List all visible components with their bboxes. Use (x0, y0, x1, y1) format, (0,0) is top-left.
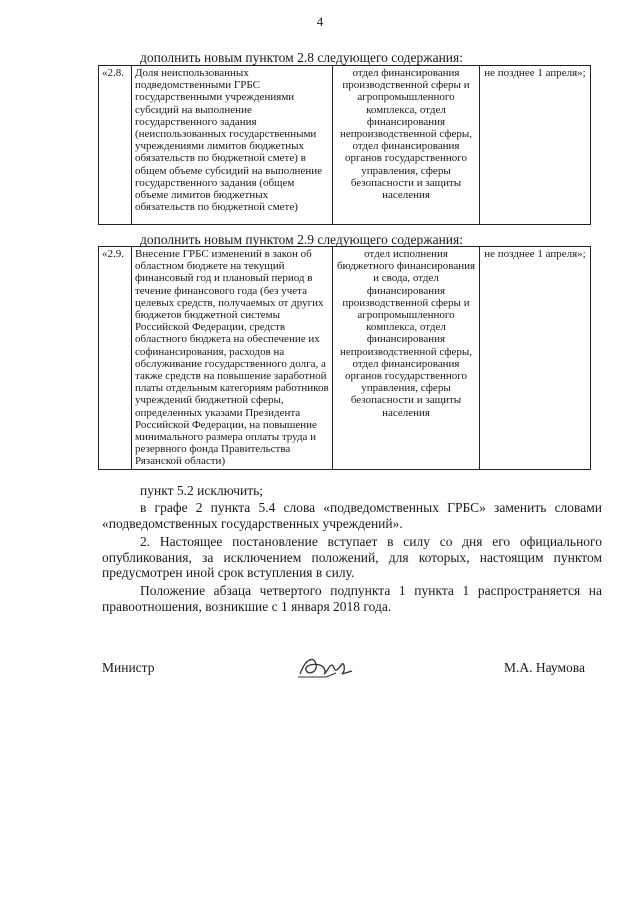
paragraph-effect: Положение абзаца четвертого подпункта 1 пункта 1 распространяется на правоотношения, возникшие с 1 января 2018 года. (102, 583, 602, 614)
table-row (99, 66, 591, 225)
deadline: не позднее 1 апреля»; (480, 247, 591, 470)
page-number: 4 (316, 14, 324, 29)
intro-point-2-9: дополнить новым пунктом 2.9 следующего содержания: (140, 232, 463, 247)
indicator-text: Внесение ГРБС изменений в закон об областном бюджете на текущий финансовый год и плановый период в течение финансового года (без учета целевых средств, получаемых от других бюджетов бюджетной системы Российской Федерации, средств областного бюджета на обеспечение их софинансирования, расходов на обслуживание государственного долга, а также средств на повышение заработной платы отдельным категориям работников учреждений бюджетной сферы, определенных указами Президента Российской Федерации, на повышение минимального размера оплаты труда и резервного фонда Правительства Рязанской области) (132, 247, 333, 470)
paragraph-2: 2. Настоящее постановление вступает в силу со дня его официального опубликования, за исключением положений, для которых, настоящим пунктом предусмотрен иной срок вступления в силу. (102, 534, 602, 580)
table-row (99, 247, 591, 470)
deadline: не позднее 1 апреля»; (480, 66, 591, 225)
intro-point-2-8: дополнить новым пунктом 2.8 следующего содержания: (140, 50, 463, 65)
table-point-2-8 (98, 65, 591, 225)
handwritten-signature (296, 654, 356, 680)
row-number: «2.8. (99, 66, 132, 225)
paragraph-5-4: в графе 2 пункта 5.4 слова «подведомственных ГРБС» заменить словами «подведомственных государственных учреждений». (102, 500, 602, 531)
paragraph-5-2: пункт 5.2 исключить; (140, 483, 264, 498)
row-number: «2.9. (99, 247, 132, 470)
responsible-departments: отдел финансирования производственной сферы и агропромышленного комплекса, отдел финансирования непроизводственной сферы, отдел финансирования органов государственного управления, сферы безопасности и защиты населения (333, 66, 480, 225)
signature-position: Министр (102, 660, 155, 675)
indicator-text: Доля неиспользованных подведомственными ГРБС государственными учреждениями субсидий на выполнение государственного задания (неиспользованных государственными учреждениями лимитов бюджетных обязательств по бюджетной смете) в общем объеме субсидий на выполнение государственного задания (общем объеме лимитов бюджетных обязательств по бюджетной смете) (132, 66, 333, 225)
signature-name: М.А. Наумова (504, 660, 585, 675)
table-point-2-9 (98, 246, 591, 470)
responsible-departments: отдел исполнения бюджетного финансирования и свода, отдел финансирования производственной сферы и агропромышленного комплекса, отдел финансирования непроизводственной сферы, отдел финансирования органов государственного управления, сферы безопасности и защиты населения (333, 247, 480, 470)
